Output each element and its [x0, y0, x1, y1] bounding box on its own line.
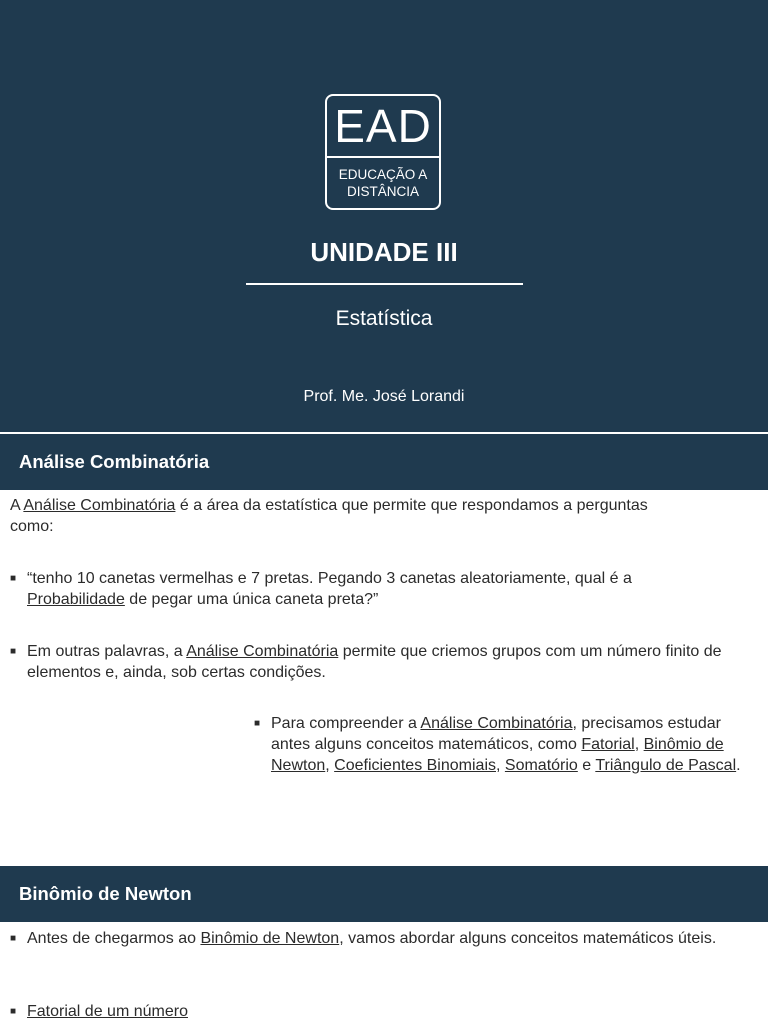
text-run: é a área da estatística que permite que respondamos a perguntas como:: [10, 497, 648, 535]
logo-caption-line2: DISTÂNCIA: [346, 184, 419, 199]
text-run: ,: [634, 736, 644, 753]
link-coeficientes-binomiais[interactable]: Coeficientes Binomiais: [334, 757, 496, 774]
link-analise-combinatoria[interactable]: Análise Combinatória: [420, 715, 573, 732]
title-rule: [246, 283, 523, 285]
course-subtitle: Estatística: [335, 307, 433, 330]
bullet-intro-concepts: [27, 928, 727, 949]
bullet-fatorial: [27, 1001, 727, 1022]
text-run: de pegar uma única caneta preta?”: [124, 591, 379, 608]
bullet-icon: ■: [10, 1006, 17, 1017]
bullet-icon: ■: [10, 933, 17, 944]
link-triangulo-de-pascal[interactable]: Triângulo de Pascal: [595, 757, 737, 774]
bullet-definition: [27, 641, 739, 683]
link-somatorio[interactable]: Somatório: [504, 757, 578, 774]
link-analise-combinatoria[interactable]: Análise Combinatória: [186, 643, 339, 660]
text-run: .: [736, 757, 741, 774]
text-run: ,: [325, 757, 335, 774]
text-run: Em outras palavras, a: [27, 643, 187, 660]
link-fatorial[interactable]: Fatorial: [581, 736, 635, 753]
link-fatorial-de-um-numero[interactable]: Fatorial de um número: [27, 1003, 188, 1020]
text-run: Antes de chegarmos ao: [27, 930, 201, 947]
logo-caption: [327, 166, 439, 200]
bullet-icon: ■: [10, 573, 17, 584]
unit-title: UNIDADE III: [310, 237, 458, 267]
logo-divider: [327, 156, 439, 158]
link-probabilidade[interactable]: Probabilidade: [27, 591, 125, 608]
intro-paragraph: [10, 495, 670, 537]
link-binomio-de-newton[interactable]: Binômio de Newton: [200, 930, 340, 947]
text-run: “tenho 10 canetas vermelhas e 7 pretas. Pegando 3 canetas aleatoriamente, qual é a: [27, 570, 632, 587]
author-name: Prof. Me. José Lorandi: [303, 388, 465, 405]
section-heading-analise: Análise Combinatória: [0, 434, 768, 490]
text-run: e: [577, 757, 596, 774]
link-analise-combinatoria[interactable]: Análise Combinatória: [23, 497, 176, 514]
bullet-icon: ■: [254, 718, 261, 729]
bullet-icon: ■: [10, 646, 17, 657]
bullet-prerequisites: [271, 713, 761, 776]
logo-main-text: EAD: [334, 100, 432, 152]
logo-caption-line1: EDUCAÇÃO A: [338, 167, 428, 182]
text-run: A: [10, 497, 24, 514]
text-run: permite que criemos grupos com um número finito de elementos e, ainda, sob certas condições.: [27, 643, 722, 681]
link-binomio-de-newton[interactable]: Binômio de Newton: [271, 736, 724, 774]
text-run: Para compreender a: [271, 715, 421, 732]
section-heading-binomio: Binômio de Newton: [0, 866, 768, 922]
text-run: , precisamos estudar antes alguns conceitos matemáticos, como: [271, 715, 722, 753]
bullet-question: [27, 568, 727, 610]
cover-slide: [0, 0, 768, 432]
text-run: , vamos abordar alguns conceitos matemáticos úteis.: [339, 930, 717, 947]
text-run: ,: [496, 757, 505, 774]
ead-logo: [325, 94, 441, 210]
